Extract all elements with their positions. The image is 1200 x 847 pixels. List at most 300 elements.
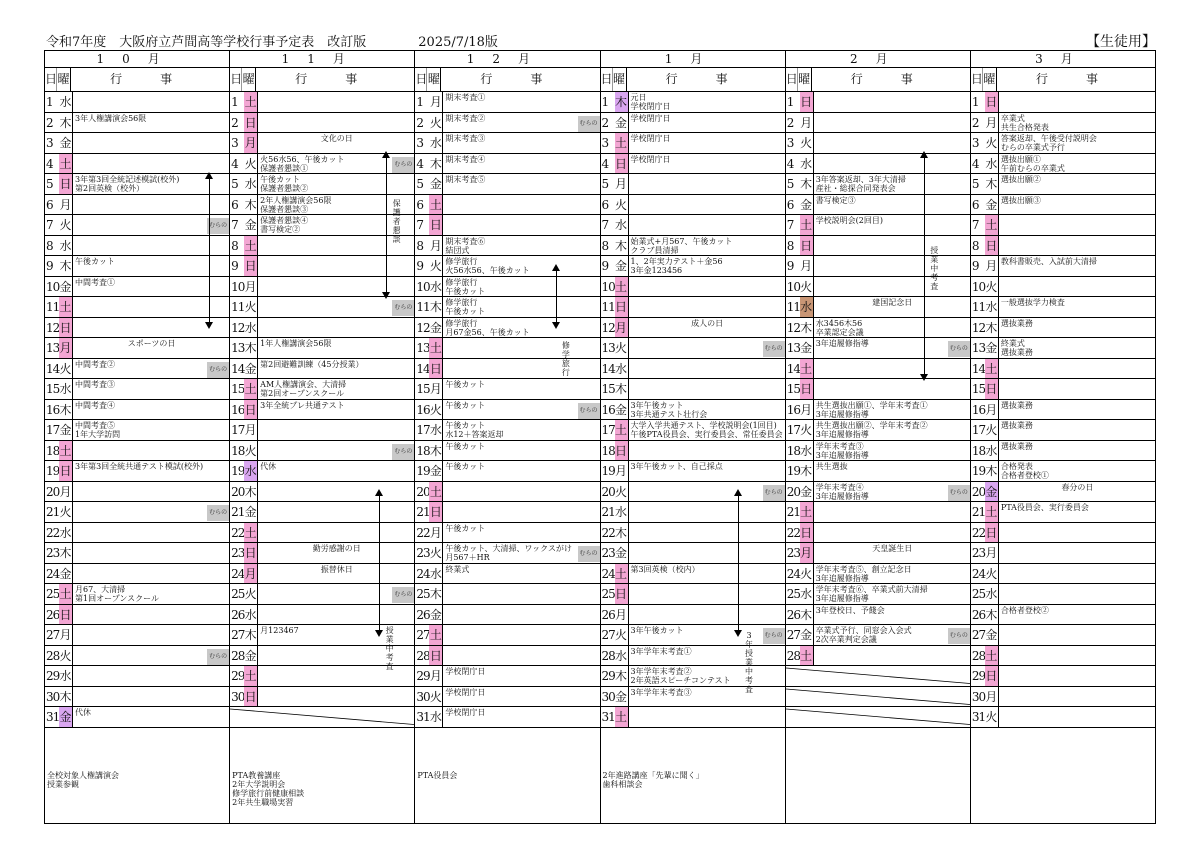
day-number: 20 xyxy=(416,484,430,499)
event-cell xyxy=(73,236,229,256)
day-row xyxy=(230,400,414,421)
day-number: 27 xyxy=(786,628,800,642)
day-row xyxy=(971,92,1155,113)
day-row xyxy=(601,174,785,195)
column-headers xyxy=(415,68,599,92)
note-line: 授業参観 xyxy=(47,780,79,789)
event-cell xyxy=(814,502,970,522)
day-number: 13 xyxy=(416,341,430,355)
event-cell: 午後カット xyxy=(445,441,486,451)
day-row xyxy=(971,707,1155,728)
day-number: 29 xyxy=(971,669,986,683)
day-row xyxy=(45,666,229,687)
day-row xyxy=(601,523,785,544)
day-number: 4 xyxy=(786,156,794,171)
event-cell xyxy=(814,154,970,174)
weekday-cell: 金 xyxy=(615,256,629,276)
event-cell: 学校閉庁日 xyxy=(445,687,486,697)
day-number: 17 xyxy=(416,423,430,437)
day-number: 18 xyxy=(46,443,60,458)
weekday-cell: 月 xyxy=(244,277,258,297)
day-row xyxy=(45,564,229,585)
weekday-cell: 土 xyxy=(615,420,629,440)
month-notes xyxy=(971,770,1155,823)
events-header: 行事 xyxy=(480,72,581,86)
day-number: 6 xyxy=(231,197,238,212)
event-cell xyxy=(258,502,414,522)
vertical-label: 3年授業中考査 xyxy=(745,631,754,694)
day-row xyxy=(45,113,229,134)
event-cell: 書写検定③ xyxy=(815,195,856,205)
weekday-cell: 木 xyxy=(429,297,443,317)
weekday-cell: 月 xyxy=(615,461,629,481)
day-row xyxy=(786,625,970,646)
event-cell xyxy=(258,482,414,502)
weekday-cell: 月 xyxy=(429,523,443,543)
day-number: 21 xyxy=(416,505,430,519)
event-cell: 振替休日 xyxy=(320,564,353,574)
day-row xyxy=(601,605,785,626)
weekday-cell: 火 xyxy=(59,215,73,235)
day-number: 2 xyxy=(231,115,238,130)
weekday-cell: 木 xyxy=(615,236,629,256)
day-row xyxy=(971,277,1155,298)
weekday-header: 曜 xyxy=(798,68,812,91)
month-header: 11月 xyxy=(230,51,414,68)
day-row xyxy=(971,482,1155,503)
weekday-cell: 水 xyxy=(985,297,999,317)
event-cell xyxy=(443,338,599,358)
day-row xyxy=(601,543,785,564)
event-cell: 第3回英検（校内） xyxy=(630,564,700,574)
day-number: 19 xyxy=(46,464,60,478)
weekday-cell: 火 xyxy=(429,687,443,707)
day-row xyxy=(230,564,414,585)
event-cell: 修学旅行 月67金56、午後カット xyxy=(445,318,530,337)
day-row xyxy=(230,420,414,441)
gray-marker: むらの xyxy=(578,116,600,132)
day-row xyxy=(230,605,414,626)
day-number: 25 xyxy=(416,587,430,601)
weekday-cell: 月 xyxy=(985,400,999,420)
event-cell xyxy=(814,236,970,256)
events-header: 行事 xyxy=(110,72,211,86)
day-row xyxy=(415,707,599,728)
day-number: 1 xyxy=(46,95,53,109)
day-row xyxy=(415,174,599,195)
event-cell: 保護者懇談④ 書写検定② xyxy=(260,216,309,234)
event-cell: 卒業式予行、同窓会入会式 2次卒業判定会議 むらの xyxy=(815,626,968,644)
day-row xyxy=(786,277,970,298)
day-row xyxy=(601,707,785,728)
day-row xyxy=(230,687,414,708)
day-row xyxy=(786,646,970,667)
gray-marker: むらの xyxy=(578,403,600,419)
day-number: 27 xyxy=(601,628,615,642)
weekday-cell: 土 xyxy=(985,359,999,379)
day-number: 14 xyxy=(601,361,615,376)
day-row xyxy=(45,400,229,421)
event-cell xyxy=(814,92,970,112)
event-cell: 終業式 選抜業務 xyxy=(1000,339,1033,357)
weekday-cell: 金 xyxy=(59,133,73,153)
day-row xyxy=(415,502,599,523)
event-cell: 1、2年実力テスト＋金56 3年金123456 xyxy=(630,257,723,275)
event-cell: 期末考査⑤ xyxy=(445,175,486,184)
day-number: 1 xyxy=(231,95,238,109)
weekday-cell: 月 xyxy=(800,543,814,563)
weekday-cell: 土 xyxy=(429,338,443,358)
day-number: 7 xyxy=(971,218,979,232)
day-number: 6 xyxy=(786,197,794,212)
day-number: 3 xyxy=(231,136,238,150)
day-row xyxy=(45,420,229,441)
day-row xyxy=(601,482,785,503)
column-headers xyxy=(230,68,414,92)
weekday-cell: 土 xyxy=(244,523,258,543)
day-row xyxy=(786,543,970,564)
day-number: 15 xyxy=(231,382,245,396)
event-cell: 答案返却、午後受付説明会 むらの卒業式予行 xyxy=(1000,134,1097,152)
event-cell xyxy=(73,666,229,686)
day-number: 15 xyxy=(46,382,60,396)
month-header: 3月 xyxy=(971,51,1155,68)
day-number: 23 xyxy=(46,546,60,560)
day-number: 17 xyxy=(786,423,800,437)
weekday-cell: 土 xyxy=(985,646,999,666)
weekday-cell: 土 xyxy=(800,215,814,235)
weekday-cell: 金 xyxy=(800,625,814,645)
day-number: 16 xyxy=(231,402,245,417)
day-row xyxy=(786,174,970,195)
day-row xyxy=(230,584,414,605)
event-cell xyxy=(629,174,785,194)
day-header: 日 xyxy=(601,68,613,91)
weekday-cell: 火 xyxy=(429,400,443,420)
weekday-cell: 金 xyxy=(985,195,999,215)
day-number: 16 xyxy=(601,402,615,417)
event-cell: 3年午後カット 3年共通テスト壮行会 xyxy=(630,400,708,419)
weekday-cell: 水 xyxy=(244,174,258,194)
day-number: 1 xyxy=(971,95,979,109)
day-number: 8 xyxy=(786,238,794,253)
event-cell: 期末考査③ xyxy=(445,134,486,143)
day-number: 13 xyxy=(786,341,800,355)
weekday-header: 曜 xyxy=(613,68,627,91)
event-cell xyxy=(73,154,229,174)
event-cell xyxy=(999,277,1155,297)
range-arrow xyxy=(924,153,925,379)
event-cell xyxy=(629,707,785,727)
gray-marker: むらの xyxy=(948,341,970,357)
day-number: 12 xyxy=(231,320,245,335)
event-cell xyxy=(999,523,1155,543)
weekday-cell: 火 xyxy=(59,359,73,379)
event-cell xyxy=(258,297,414,317)
weekday-cell: 金 xyxy=(985,338,999,358)
day-row xyxy=(971,195,1155,216)
day-header: 日 xyxy=(786,68,798,91)
weekday-cell: 土 xyxy=(985,215,999,235)
day-number: 17 xyxy=(601,423,615,437)
gray-marker: むらの xyxy=(578,546,600,562)
events-header: 行事 xyxy=(295,72,396,86)
event-cell xyxy=(258,113,414,133)
day-number: 20 xyxy=(231,484,245,499)
day-number: 20 xyxy=(786,484,800,499)
weekday-cell: 月 xyxy=(985,543,999,563)
day-row xyxy=(786,400,970,421)
day-number: 28 xyxy=(786,648,800,663)
weekday-cell: 日 xyxy=(244,400,258,420)
day-number: 21 xyxy=(46,505,60,519)
event-cell xyxy=(814,523,970,543)
day-row xyxy=(415,543,599,564)
event-cell: 午後カット xyxy=(445,462,486,471)
event-cell xyxy=(73,502,229,522)
day-row xyxy=(415,318,599,339)
day-row xyxy=(415,277,599,298)
weekday-cell: 木 xyxy=(244,338,258,358)
weekday-cell: 木 xyxy=(429,584,443,604)
weekday-cell: 金 xyxy=(429,174,443,194)
month-column xyxy=(601,51,786,823)
events-header: 行事 xyxy=(1035,72,1136,86)
day-row xyxy=(971,605,1155,626)
month-notes xyxy=(601,770,785,823)
day-row xyxy=(786,195,970,216)
weekday-cell: 水 xyxy=(615,646,629,666)
day-number: 14 xyxy=(786,361,800,376)
weekday-cell: 金 xyxy=(985,482,999,502)
weekday-cell: 火 xyxy=(985,420,999,440)
weekday-cell: 土 xyxy=(429,625,443,645)
day-number: 6 xyxy=(601,197,609,212)
schedule-sheet xyxy=(44,50,1156,824)
month-column xyxy=(45,51,230,823)
day-number: 7 xyxy=(231,218,238,232)
weekday-cell: 土 xyxy=(800,359,814,379)
day-number: 5 xyxy=(416,177,423,191)
weekday-cell: 水 xyxy=(985,154,999,174)
event-cell xyxy=(999,236,1155,256)
day-row xyxy=(971,400,1155,421)
weekday-cell: 水 xyxy=(429,707,443,727)
event-cell xyxy=(999,625,1155,645)
gray-marker: むらの xyxy=(948,628,970,644)
event-cell: 3年午後カット、自己採点 xyxy=(630,462,723,471)
event-cell: 午後カット xyxy=(75,257,115,266)
event-cell: 学校閉庁日 xyxy=(630,113,671,123)
weekday-cell: 土 xyxy=(985,502,999,522)
weekday-cell: 水 xyxy=(800,441,814,461)
weekday-cell: 日 xyxy=(985,236,999,256)
day-row xyxy=(415,256,599,277)
day-row xyxy=(45,195,229,216)
weekday-cell: 火 xyxy=(615,195,629,215)
note-line: PTA役員会 xyxy=(417,771,458,780)
weekday-cell: 金 xyxy=(800,482,814,502)
day-number: 11 xyxy=(786,300,800,314)
weekday-cell: 土 xyxy=(429,482,443,502)
event-cell xyxy=(73,195,229,215)
event-cell xyxy=(999,666,1155,686)
event-cell xyxy=(258,256,414,276)
day-row xyxy=(601,113,785,134)
day-row xyxy=(230,482,414,503)
event-cell: 修学旅行 午後カット xyxy=(445,298,486,316)
day-number: 26 xyxy=(416,607,430,622)
weekday-cell: 月 xyxy=(800,113,814,133)
weekday-cell: 日 xyxy=(429,646,443,666)
weekday-cell: 火 xyxy=(59,502,73,522)
day-row xyxy=(230,461,414,482)
document-title: 令和7年度 大阪府立芦間高等学校行事予定表 改訂版 2025/7/18版 xyxy=(46,35,498,50)
day-row xyxy=(45,687,229,708)
event-cell: 選抜業務 xyxy=(1000,318,1033,328)
day-row xyxy=(45,646,229,667)
day-number: 28 xyxy=(971,648,986,663)
event-cell xyxy=(814,379,970,399)
weekday-cell: 土 xyxy=(615,277,629,297)
day-number: 2 xyxy=(46,115,53,130)
weekday-cell: 月 xyxy=(615,605,629,625)
day-number: 22 xyxy=(231,525,245,540)
day-number: 15 xyxy=(601,382,615,396)
day-row xyxy=(415,113,599,134)
day-number: 8 xyxy=(416,238,423,253)
weekday-cell: 日 xyxy=(800,523,814,543)
weekday-cell: 木 xyxy=(615,666,629,686)
event-cell: 期末考査⑥ 結団式 xyxy=(445,236,486,255)
day-row xyxy=(786,154,970,175)
day-number: 14 xyxy=(46,361,60,376)
day-number: 17 xyxy=(971,423,986,437)
day-row xyxy=(971,359,1155,380)
day-number: 2 xyxy=(786,115,794,130)
range-arrow xyxy=(386,153,387,297)
day-row xyxy=(230,113,414,134)
event-cell: 建国記念日 xyxy=(872,298,913,307)
weekday-cell: 日 xyxy=(59,318,73,338)
day-number: 12 xyxy=(46,320,60,335)
weekday-cell: 火 xyxy=(985,564,999,584)
event-cell: 卒業式 共生合格発表 xyxy=(1000,113,1049,132)
event-cell: 選抜出願② xyxy=(1000,175,1041,184)
event-cell: 午後カット 水12＋答案返却 xyxy=(445,421,504,439)
day-number: 19 xyxy=(601,464,615,478)
event-cell xyxy=(629,482,785,502)
weekday-cell: 金 xyxy=(615,687,629,707)
month-notes xyxy=(45,770,229,823)
weekday-cell: 月 xyxy=(429,236,443,256)
event-cell: 学年末考査⑥、卒業式前大清掃 3年追履修指導 xyxy=(815,585,928,603)
day-number: 3 xyxy=(416,136,423,150)
day-row xyxy=(971,564,1155,585)
event-cell: 第2回避難訓練（45分授業） xyxy=(260,359,364,369)
day-number: 2 xyxy=(971,115,979,130)
event-cell xyxy=(258,523,414,543)
day-row xyxy=(415,154,599,175)
day-row xyxy=(601,646,785,667)
day-number: 9 xyxy=(971,259,979,273)
event-cell xyxy=(999,543,1155,563)
day-number: 6 xyxy=(416,197,423,212)
range-arrow xyxy=(209,174,210,328)
day-row xyxy=(415,625,599,646)
day-row xyxy=(601,502,785,523)
day-number: 28 xyxy=(416,648,430,663)
day-row xyxy=(971,666,1155,687)
day-row xyxy=(45,625,229,646)
day-number: 24 xyxy=(786,566,800,581)
weekday-cell: 金 xyxy=(59,277,73,297)
weekday-cell: 木 xyxy=(985,318,999,338)
day-number: 26 xyxy=(786,607,800,622)
event-cell: 3年第3回全統共通テスト模試(校外) xyxy=(75,462,204,471)
day-number: 22 xyxy=(601,525,615,540)
range-arrow xyxy=(738,491,739,635)
day-number: 2 xyxy=(416,115,423,130)
weekday-cell: 火 xyxy=(615,338,629,358)
day-row xyxy=(971,215,1155,236)
day-row xyxy=(786,461,970,482)
day-number: 8 xyxy=(971,238,979,253)
day-number: 25 xyxy=(231,587,245,601)
day-number: 25 xyxy=(601,587,615,601)
day-number: 5 xyxy=(231,177,238,191)
day-row xyxy=(230,359,414,380)
day-row xyxy=(601,625,785,646)
day-row xyxy=(45,523,229,544)
event-cell: 代休 xyxy=(75,708,91,717)
column-headers xyxy=(786,68,970,92)
event-cell: 修学旅行 午後カット xyxy=(445,277,486,296)
day-number: 9 xyxy=(231,259,238,273)
weekday-cell: 水 xyxy=(800,154,814,174)
day-number: 18 xyxy=(601,443,615,458)
day-row xyxy=(230,543,414,564)
event-cell: 3年学年末考査② 2年英語スピーチコンテスト xyxy=(630,667,731,685)
weekday-cell: 水 xyxy=(59,92,73,112)
weekday-cell: 土 xyxy=(615,133,629,153)
day-number: 10 xyxy=(416,279,430,294)
day-row xyxy=(971,174,1155,195)
day-row xyxy=(601,215,785,236)
weekday-cell: 火 xyxy=(615,625,629,645)
weekday-cell: 木 xyxy=(429,441,443,461)
event-cell: 月123467 xyxy=(260,626,299,635)
month-header: 1月 xyxy=(601,51,785,68)
day-header: 日 xyxy=(415,68,427,91)
event-cell: 成人の日 xyxy=(691,318,724,328)
weekday-cell: 日 xyxy=(615,297,629,317)
event-cell xyxy=(73,92,229,112)
event-cell: 1年人権講演会56限 xyxy=(260,339,332,348)
weekday-cell: 金 xyxy=(429,605,443,625)
day-row xyxy=(601,420,785,441)
day-number: 27 xyxy=(416,628,430,642)
day-number: 4 xyxy=(46,156,53,171)
note-line: 2年進路講座「先輩に聞く」 xyxy=(602,771,704,780)
weekday-cell: 木 xyxy=(244,625,258,645)
weekday-cell: 木 xyxy=(59,400,73,420)
event-cell xyxy=(629,584,785,604)
day-number: 17 xyxy=(46,423,60,437)
column-headers xyxy=(601,68,785,92)
day-row xyxy=(45,297,229,318)
event-cell xyxy=(443,625,599,645)
